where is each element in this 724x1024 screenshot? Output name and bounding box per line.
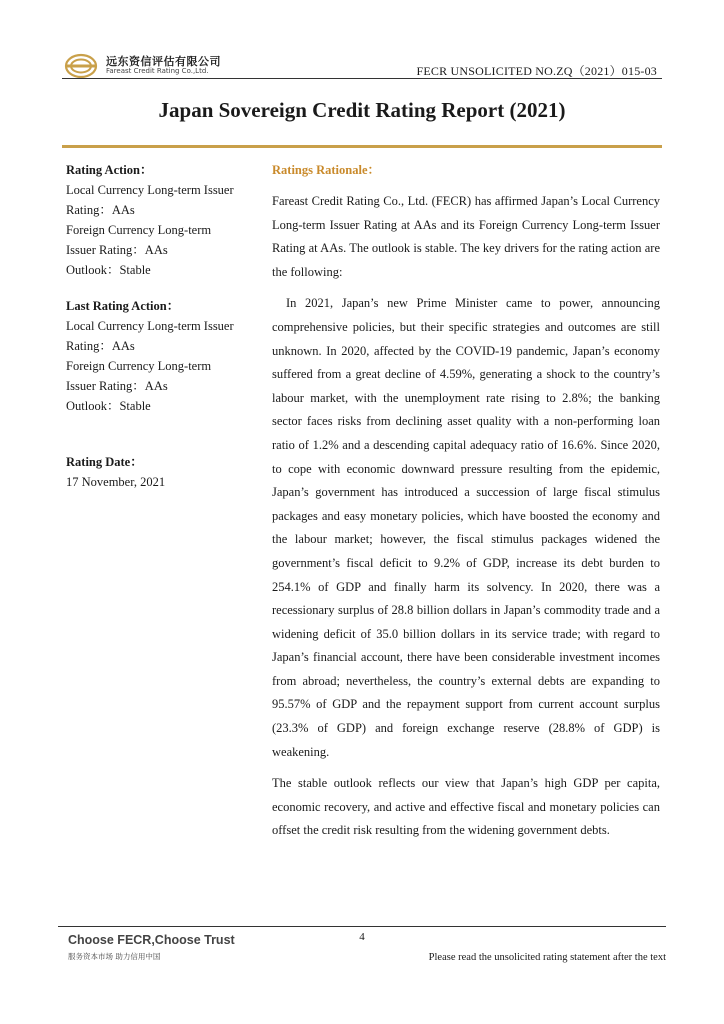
rationale-paragraph: Fareast Credit Rating Co., Ltd. (FECR) has affirmed Japan’s Local Currency Long-term Issuer Rating at AAs and its Foreign Currency Long-term Issuer Rating at AAs. The outlook is stable. The key drivers for the rating action are the following: [272,194,660,279]
footer-brand: Choose FECR,Choose Trust [68,933,235,947]
rating-action-line: Foreign Currency Long-term [66,223,212,237]
title-divider [62,145,662,148]
rating-action-line: Issuer Rating：AAs [66,243,168,257]
document-reference: FECR UNSOLICITED NO.ZQ（2021）015-03 [416,64,657,78]
last-rating-action-block [66,296,256,416]
rating-action-line: Rating：AAs [66,203,135,217]
page-number: 4 [359,931,365,943]
last-rating-action-line: Issuer Rating：AAs [66,379,168,393]
rating-date-value: 17 November, 2021 [66,475,166,489]
rating-date-label: Rating Date： [66,455,143,469]
rationale-paragraph: In 2021, Japan’s new Prime Minister came to power, announcing comprehensive policies, but their specific strategies and outcomes are still unknown. In 2020, affected by the COVID-19 pandemic, Japan’s economy suffered from a great decline of 4.59%, generating a shock to the country’s labour market, with the unemployment rate rising to 2.8%; the banking sector faces risks from declining asset quality with a non-performing loan ratio of 1.2% and a descending capital adequacy ratio of 16.6%. Since 2020, to cope with economic downward pressure resulting from the epidemic, Japan’s government has introduced a succession of large fiscal stimulus packages and easy monetary policies, which have boosted the economy and the labour market; however, the fiscal stimulus packages widened the government’s fiscal deficit to 9.2% of GDP, increase its debt burden to 254.1% of GDP and finally harm its solvency. In 2020, there was a recessionary surplus of 28.8 billion dollars in Japan’s commodity trade and a widening deficit of 35.0 billion dollars in its service trade; with regard to Japan’s financial account, there have been considerable investment incomes from abroad; nevertheless, the country’s external debts are expanding to 95.57% of GDP and the repayment support from current account surplus (23.3% of GDP) and foreign exchange reserve (28.8% of GDP) is weakening. [272,296,660,759]
company-name-en: Fareast Credit Rating Co.,Ltd. [106,67,209,75]
footer-divider [58,926,666,927]
last-rating-action-line: Outlook：Stable [66,399,151,413]
rating-action-label: Rating Action： [66,163,153,177]
report-title: Japan Sovereign Credit Rating Report (2021) [158,98,566,122]
last-rating-action-line: Rating：AAs [66,339,135,353]
header-divider [62,78,662,79]
last-rating-action-line: Foreign Currency Long-term [66,359,212,373]
footer-note: Please read the unsolicited rating statement after the text [428,952,666,963]
footer-slogan: 服务资本市场 助力信用中国 [68,952,161,961]
rating-action-line: Local Currency Long-term Issuer [66,183,234,197]
rating-date-block [66,452,256,492]
rating-action-block [66,160,256,280]
rating-action-line: Outlook：Stable [66,263,151,277]
ratings-rationale-heading: Ratings Rationale： [272,163,380,177]
last-rating-action-label: Last Rating Action： [66,299,180,313]
rating-summary-column [66,160,256,492]
rationale-paragraph: The stable outlook reflects our view that Japan’s high GDP per capita, economic recovery, and active and effective fiscal and monetary policies can offset the credit risk resulting from the widening government debts. [272,776,660,838]
last-rating-action-line: Local Currency Long-term Issuer [66,319,234,333]
company-name-cn: 远东资信评估有限公司 [106,55,221,68]
ratings-rationale-column [272,160,660,843]
